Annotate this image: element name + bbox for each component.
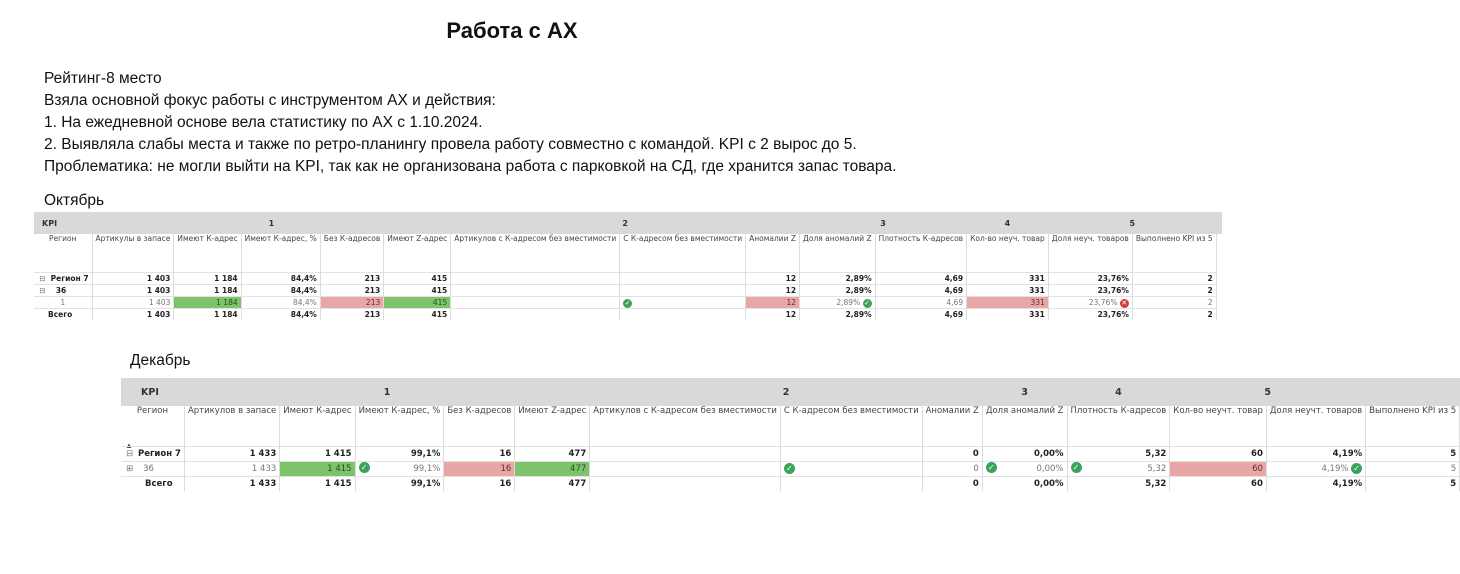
october-table xyxy=(34,212,1222,320)
col-header[interactable]: Плотность К-адресов xyxy=(1067,406,1170,447)
cell: 60 xyxy=(1170,477,1267,492)
cell-highlight-red: 331 xyxy=(967,297,1049,309)
col-header[interactable]: Имеют К-адрес, % xyxy=(241,234,320,273)
total-row xyxy=(121,477,1460,492)
cell-highlight-green: 1 415 xyxy=(280,462,355,477)
check-circle-icon: ✓ xyxy=(864,299,871,307)
cell xyxy=(590,447,781,462)
region-name: Регион 7 xyxy=(50,274,89,283)
cell: 12 xyxy=(746,309,800,321)
kpi-group-2: 2 xyxy=(590,378,983,406)
kpi-label: KPI xyxy=(121,378,184,406)
kpi-group-4: 4 xyxy=(967,212,1049,234)
cell: 16 xyxy=(444,447,515,462)
december-header-row xyxy=(121,406,1460,447)
cell: 23,76% xyxy=(1048,309,1132,321)
col-header[interactable]: Аномалии Z xyxy=(922,406,982,447)
cell: 12 xyxy=(746,285,800,297)
cell xyxy=(451,285,620,297)
cell: 415 xyxy=(384,309,451,321)
cell: 60 xyxy=(1170,447,1267,462)
cell xyxy=(590,462,781,477)
point-1: 1. На ежедневной основе вела статистику по АХ с 1.10.2024. xyxy=(44,114,483,131)
cell: ✓ 5,32 xyxy=(1067,462,1170,477)
cell-status xyxy=(620,297,746,309)
cell: 331 xyxy=(967,309,1049,321)
october-kpi-row xyxy=(34,212,1222,234)
cell: 12 xyxy=(746,273,800,285)
cell: 1 403 xyxy=(92,285,174,297)
cell-highlight-red: 16 xyxy=(444,462,515,477)
table-row[interactable] xyxy=(121,462,1460,477)
cell-highlight-red: 213 xyxy=(320,297,383,309)
cell: 0,00% xyxy=(982,447,1067,462)
cell: 2,89% ✓ xyxy=(800,297,876,309)
cell: 23,76% xyxy=(1048,273,1132,285)
december-kpi-row xyxy=(121,378,1460,406)
point-2: 2. Выявляла слабы места и также по ретро-планингу провела работу совместно с командой. KPI с 2 вырос до 5. xyxy=(44,136,857,153)
col-header[interactable]: Имеют К-адрес xyxy=(174,234,241,273)
col-header[interactable]: Доля неуч. товаров xyxy=(1048,234,1132,273)
cell: 1 184 xyxy=(174,309,241,321)
december-label: Декабрь xyxy=(130,352,191,369)
cell xyxy=(451,297,620,309)
table-row[interactable] xyxy=(34,297,1222,309)
cell: 2 xyxy=(1132,309,1216,321)
cell: 1 184 xyxy=(174,273,241,285)
cell: 4,19% xyxy=(1266,447,1365,462)
col-header[interactable]: Артикулов с К-адресом без вместимости xyxy=(451,234,620,273)
col-header[interactable]: Доля аномалий Z xyxy=(800,234,876,273)
cell: 2 xyxy=(1132,297,1216,309)
cell-highlight-green: 1 184 xyxy=(174,297,241,309)
cell-highlight-green: 415 xyxy=(384,297,451,309)
col-header[interactable]: Выполнено KPI из 5 xyxy=(1132,234,1216,273)
check-circle-icon: ✓ xyxy=(1071,462,1082,473)
cell: 4,69 xyxy=(875,273,967,285)
slide-title: Работа с АХ xyxy=(446,18,578,43)
cell: 84,4% xyxy=(241,309,320,321)
col-header[interactable]: Артикулов в запасе xyxy=(184,406,279,447)
cell xyxy=(780,477,922,492)
cell-status xyxy=(780,462,922,477)
cell xyxy=(590,477,781,492)
col-header[interactable]: Имеют К-адрес, % xyxy=(355,406,444,447)
check-circle-icon: ✓ xyxy=(624,299,631,307)
cell: 0 xyxy=(922,447,982,462)
cell: 1 433 xyxy=(184,447,279,462)
cell xyxy=(780,447,922,462)
cell: 5,32 xyxy=(1067,447,1170,462)
cell: 1 415 xyxy=(280,477,355,492)
kpi-group-5: 5 xyxy=(1170,378,1366,406)
cell-highlight-red: 60 xyxy=(1170,462,1267,477)
collapse-toggle[interactable]: ⊟ xyxy=(39,286,46,295)
col-header[interactable]: Без К-адресов xyxy=(320,234,383,273)
kpi-label: KPI xyxy=(34,212,92,234)
kpi-group-5: 5 xyxy=(1048,212,1216,234)
cell: 213 xyxy=(320,273,383,285)
cell: ✓ 99,1% xyxy=(355,462,444,477)
october-header-row xyxy=(34,234,1222,273)
cell xyxy=(451,309,620,321)
focus-line: Взяла основной фокус работы с инструментом АХ и действия: xyxy=(44,92,496,109)
kpi-group-4: 4 xyxy=(1067,378,1170,406)
cell: 5 xyxy=(1366,462,1460,477)
cell: 23,76% xyxy=(1048,285,1132,297)
table-row[interactable] xyxy=(34,285,1222,297)
kpi-group-1: 1 xyxy=(184,378,589,406)
cell: 1 403 xyxy=(92,297,174,309)
region-name: 36 xyxy=(143,464,154,474)
kpi-group-2: 2 xyxy=(451,212,800,234)
col-header[interactable]: Имеют К-адрес xyxy=(280,406,355,447)
collapse-toggle[interactable]: ⊟ xyxy=(125,449,134,459)
cell: 477 xyxy=(515,447,590,462)
cell: 4,69 xyxy=(875,309,967,321)
cell: 1 403 xyxy=(92,309,174,321)
cell: 84,4% xyxy=(241,273,320,285)
december-table xyxy=(121,378,1460,491)
cell-highlight-red: 12 xyxy=(746,297,800,309)
cell: 2,89% xyxy=(800,285,876,297)
check-circle-icon: ✓ xyxy=(784,463,795,474)
cell: 0 xyxy=(922,477,982,492)
col-header[interactable]: Регион xyxy=(121,406,184,447)
col-header[interactable]: Регион xyxy=(34,234,92,273)
cell xyxy=(451,273,620,285)
cell: 5 xyxy=(1366,447,1460,462)
problem-line: Проблематика: не могли выйти на KPI, так как не организована работа с парковкой на СД, где хранится запас товара. xyxy=(44,158,897,175)
cell: 99,1% xyxy=(355,447,444,462)
slide-body xyxy=(44,68,1014,178)
cell-highlight-green: 477 xyxy=(515,462,590,477)
col-header[interactable]: Имеют Z-адрес xyxy=(384,234,451,273)
cell: 2,89% xyxy=(800,309,876,321)
cell: 99,1% xyxy=(355,477,444,492)
check-circle-icon: ✓ xyxy=(1351,463,1362,474)
cell: 23,76% ✕ xyxy=(1048,297,1132,309)
cell: 213 xyxy=(320,309,383,321)
kpi-group-3: 3 xyxy=(982,378,1067,406)
col-header[interactable]: Выполнено KPI из 5 xyxy=(1366,406,1460,447)
cell: 2,89% xyxy=(800,273,876,285)
cell: 4,19% ✓ xyxy=(1266,462,1365,477)
cell: 1 433 xyxy=(184,477,279,492)
check-circle-icon: ✓ xyxy=(986,462,997,473)
cell: 4,69 xyxy=(875,285,967,297)
col-header[interactable]: С К-адресом без вместимости xyxy=(780,406,922,447)
region-name: Всего xyxy=(145,479,173,489)
cell: 5 xyxy=(1366,477,1460,492)
rating-line: Рейтинг-8 место xyxy=(44,70,162,87)
col-header[interactable]: Имеют Z-адрес xyxy=(515,406,590,447)
col-header[interactable]: Кол-во неуч. товар xyxy=(967,234,1049,273)
cell: 0 xyxy=(922,462,982,477)
cell: 477 xyxy=(515,477,590,492)
region-name: 36 xyxy=(55,286,67,295)
total-row xyxy=(34,309,1222,321)
cell: 1 403 xyxy=(92,273,174,285)
cell: 331 xyxy=(967,273,1049,285)
col-header[interactable]: Плотность К-адресов xyxy=(875,234,967,273)
cell: 415 xyxy=(384,285,451,297)
cell xyxy=(620,285,746,297)
cell: 84,4% xyxy=(241,285,320,297)
region-name: Всего xyxy=(48,310,73,319)
region-name: 1 xyxy=(60,298,66,307)
col-header[interactable]: С К-адресом без вместимости xyxy=(620,234,746,273)
col-header[interactable]: Кол-во неучт. товар xyxy=(1170,406,1267,447)
cell: 4,19% xyxy=(1266,477,1365,492)
cell xyxy=(620,309,746,321)
col-header[interactable]: Доля аномалий Z xyxy=(982,406,1067,447)
cell: 1 184 xyxy=(174,285,241,297)
cell: 213 xyxy=(320,285,383,297)
table-row[interactable] xyxy=(121,447,1460,462)
cell: 331 xyxy=(967,285,1049,297)
cell: 1 433 xyxy=(184,462,279,477)
cell: ✓ 0,00% xyxy=(982,462,1067,477)
table-row[interactable] xyxy=(34,273,1222,285)
region-name: Регион 7 xyxy=(137,449,181,459)
sort-arrow-icon[interactable]: ▲ xyxy=(125,441,133,450)
cell: 2 xyxy=(1132,285,1216,297)
cell: 0,00% xyxy=(982,477,1067,492)
cell xyxy=(620,273,746,285)
collapse-toggle[interactable]: ⊟ xyxy=(39,274,46,283)
october-label: Октябрь xyxy=(44,192,105,209)
expand-toggle[interactable]: ⊞ xyxy=(125,464,134,474)
cell: 84,4% xyxy=(241,297,320,309)
check-circle-icon: ✓ xyxy=(359,462,370,473)
cell: 1 415 xyxy=(280,447,355,462)
cell: 5,32 xyxy=(1067,477,1170,492)
cell: 2 xyxy=(1132,273,1216,285)
kpi-group-1: 1 xyxy=(92,212,451,234)
cell: 16 xyxy=(444,477,515,492)
x-circle-icon: ✕ xyxy=(1121,299,1128,307)
cell: 4,69 xyxy=(875,297,967,309)
col-header[interactable]: Доля неучт. товаров xyxy=(1266,406,1365,447)
cell: 415 xyxy=(384,273,451,285)
col-header[interactable]: Артикулов с К-адресом без вместимости xyxy=(590,406,781,447)
kpi-group-3: 3 xyxy=(800,212,967,234)
col-header[interactable]: Аномалии Z xyxy=(746,234,800,273)
col-header[interactable]: Артикулы в запасе xyxy=(92,234,174,273)
col-header[interactable]: Без К-адресов xyxy=(444,406,515,447)
